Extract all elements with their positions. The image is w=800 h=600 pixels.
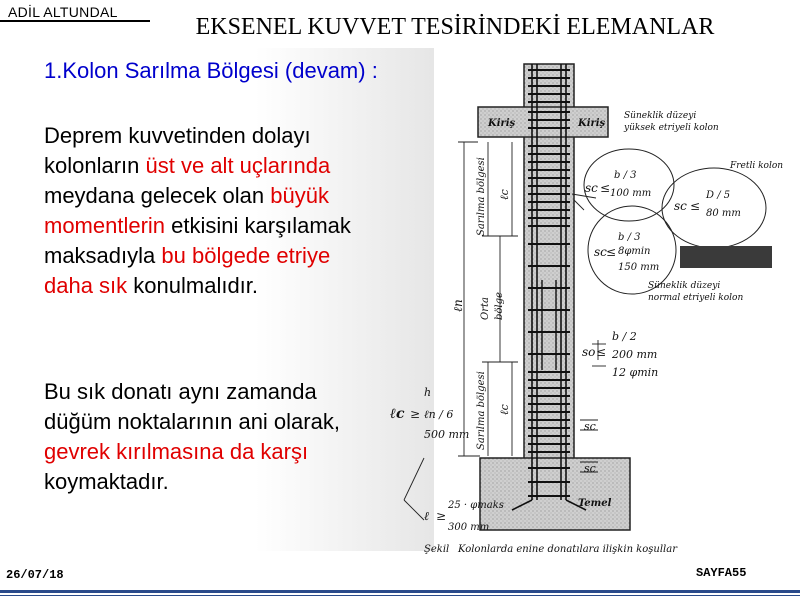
label-leq-1: ≤ [600,181,611,195]
label-orta-2: bölge [494,292,505,320]
dark-block [680,246,772,268]
paragraph-2 [44,377,384,497]
label-150mm: 150 mm [618,262,660,273]
label-8phi: 8φmin [618,246,651,257]
para2-text-2: koymaktadır. [44,469,169,494]
label-geq-1: ≥ [410,407,421,421]
section-heading: 1.Kolon Sarılma Bölgesi (devam) : [44,58,378,83]
label-sc-3: sc [594,245,607,259]
footer-bar-thin [0,595,800,596]
footer-page-number: SAYFA55 [696,566,747,580]
label-sc-2: sc [674,199,687,213]
para1-highlight-1: üst ve alt uçlarında [145,153,331,178]
label-ln6: ℓn / 6 [424,408,454,421]
label-sarilma-top: Sarılma bölgesi [476,157,487,236]
author-name: ADİL ALTUNDAL [8,4,118,20]
label-25phi: 25 · φmaks [448,500,504,511]
label-sunek-norm-2: normal etriyeli kolon [648,293,744,303]
label-sc-5: sc [584,462,596,475]
label-temel: Temel [578,498,612,509]
label-500mm: 500 mm [424,428,470,441]
label-sekil: Şekil [424,544,450,555]
label-sunek-high-1: Süneklik düzeyi [624,111,697,121]
label-12phi: 12 φmin [612,366,659,379]
label-h: h [424,386,432,399]
label-sc-1: sc [585,181,598,195]
header-rule [0,20,150,22]
label-sarilma-bottom: Sarılma bölgesi [476,371,487,450]
label-leq-2: ≤ [690,199,701,213]
label-ln: ℓn [451,299,465,312]
column-confinement-figure [384,50,800,560]
figure-caption: Kolonlarda enine donatılara ilişkin koşullar [458,544,677,555]
label-sc-4: sc [584,420,596,433]
label-fretli: Fretli kolon [730,161,784,171]
para2-text-1: Bu sık donatı aynı zamanda düğüm noktalarının ani olarak, [44,379,340,434]
label-80mm: 80 mm [706,208,741,219]
label-b3: b / 3 [614,170,637,181]
para1-text-1: Deprem kuvvetinden dolayı kolonların [44,123,311,178]
label-100mm: 100 mm [610,188,652,199]
label-200mm: 200 mm [612,348,658,361]
label-kiris-right: Kiriş [578,118,606,129]
label-orta-1: Orta [480,297,491,320]
label-kiris-left: Kiriş [488,118,516,129]
footer-bar [0,590,800,593]
label-leq-4: ≤ [596,345,607,359]
slide-title: EKSENEL KUVVET TESİRİNDEKİ ELEMANLAR [195,14,715,40]
para2-highlight-1: gevrek kırılmasına da karşı [44,439,309,464]
label-l-sym: ℓ [424,509,429,523]
para1-highlight-2: büyük momentlerin [44,183,329,238]
paragraph-1 [44,121,384,301]
label-geq-2: ≥ [436,509,447,523]
label-sunek-high-2: yüksek etriyeli kolon [624,123,719,133]
label-sunek-norm-1: Süneklik düzeyi [648,281,721,291]
label-so: so [582,345,596,359]
label-lc-top: ℓc [498,189,511,200]
label-lc-bold: ℓc [390,406,405,422]
para1-text-4: konulmalıdır. [127,273,259,298]
para1-text-3: etkisini karşılamak maksadıyla [44,213,351,268]
label-b3b: b / 3 [618,232,641,243]
label-b2: b / 2 [612,330,637,343]
footer-date: 26/07/18 [6,568,64,582]
para1-text-2: meydana gelecek olan [44,183,271,208]
label-leq-3: ≤ [606,245,617,259]
label-lc-bottom: ℓc [498,404,511,415]
label-d5: D / 5 [706,190,731,201]
para1-highlight-3: bu bölgede etriye daha sık [44,243,331,298]
label-300mm: 300 mm [448,522,490,533]
